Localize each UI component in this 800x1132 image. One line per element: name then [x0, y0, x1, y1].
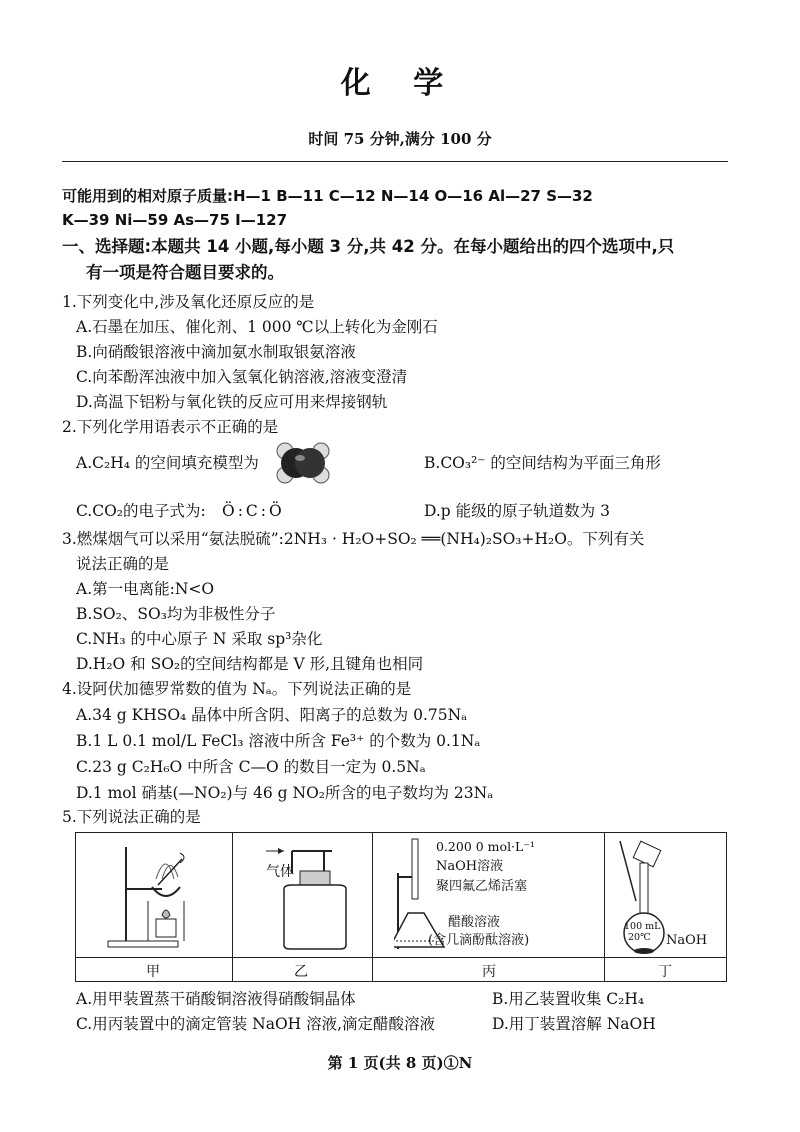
q5-option-a: A.用甲装置蒸干硝酸铜溶液得硝酸铜晶体	[76, 990, 356, 1008]
q4-option-b: B.1 L 0.1 mol/L FeCl₃ 溶液中所含 Fe³⁺ 的个数为 0.1Nₐ	[76, 732, 481, 750]
ding-temperature-label: 20℃	[628, 932, 651, 943]
q1-option-a: A.石墨在加压、催化剂、1 000 ℃以上转化为金刚石	[76, 318, 438, 336]
atomic-masses-line2: K—39 Ni—59 As—75 I—127	[62, 211, 288, 229]
q5-option-d: D.用丁装置溶解 NaOH	[492, 1015, 656, 1033]
q2-option-b: B.CO₃²⁻ 的空间结构为平面三角形	[424, 454, 661, 472]
bing-concentration-label: 0.200 0 mol·L⁻¹	[436, 839, 535, 854]
q2-stem: 2.下列化学用语表示不正确的是	[62, 418, 279, 436]
section-heading-line2: 有一项是符合题目要求的。	[86, 263, 284, 282]
q3-option-b: B.SO₂、SO₃均为非极性分子	[76, 605, 276, 623]
yi-gas-label: 气体	[266, 864, 294, 880]
ding-naoh-label: NaOH	[666, 933, 708, 948]
bing-acetic-acid-label: 醋酸溶液	[448, 915, 501, 930]
q2-option-d: D.p 能级的原子轨道数为 3	[424, 502, 610, 520]
q3-stem-line2: 说法正确的是	[76, 555, 170, 573]
bing-phenolphthalein-label: (含几滴酚酞溶液)	[428, 933, 530, 948]
q1-option-c: C.向苯酚浑浊液中加入氢氧化钠溶液,溶液变澄清	[76, 368, 408, 386]
q3-option-c: C.NH₃ 的中心原子 N 采取 sp³杂化	[76, 630, 323, 648]
page-title: 化 学	[340, 66, 460, 101]
q5-option-b: B.用乙装置收集 C₂H₄	[492, 990, 645, 1008]
page-footer: 第 1 页(共 8 页)①N	[327, 1054, 473, 1072]
label-yi: 乙	[294, 964, 308, 980]
q2-option-c: C.CO₂的电子式为:	[76, 502, 206, 520]
apparatus-label-divider	[76, 957, 726, 958]
evaporation-apparatus-image	[96, 839, 216, 953]
q3-option-d: D.H₂O 和 SO₂的空间结构都是 V 形,且键角也相同	[76, 655, 424, 673]
section-heading-line1: 一、选择题:本题共 14 小题,每小题 3 分,共 42 分。在每小题给出的四个选项中,只	[62, 237, 675, 256]
q4-stem: 4.设阿伏加德罗常数的值为 Nₐ。下列说法正确的是	[62, 680, 412, 698]
q3-stem-line1: 3.燃煤烟气可以采用“氨法脱硫”:2NH₃ · H₂O+SO₂ ══(NH₄)₂SO₃+H₂O。下列有关	[62, 530, 645, 548]
q2-option-a: A.C₂H₄ 的空间填充模型为	[76, 454, 259, 472]
q4-option-d: D.1 mol 硝基(—NO₂)与 46 g NO₂所含的电子数均为 23Nₐ	[76, 784, 494, 802]
exam-info: 时间 75 分钟,满分 100 分	[308, 130, 492, 148]
q5-option-c: C.用丙装置中的滴定管装 NaOH 溶液,滴定醋酸溶液	[76, 1015, 436, 1033]
label-jia: 甲	[146, 964, 160, 980]
label-ding: 丁	[658, 964, 672, 980]
label-bing: 丙	[482, 964, 496, 980]
q5-stem: 5.下列说法正确的是	[62, 808, 201, 826]
header-divider	[62, 161, 728, 162]
bing-stopcock-label: 聚四氟乙烯活塞	[436, 879, 528, 894]
atomic-masses-line1: 可能用到的相对原子质量:H—1 B—11 C—12 N—14 O—16 Al—27 S—32	[62, 187, 593, 205]
gas-collection-bottle-image	[262, 845, 352, 953]
bing-naoh-label: NaOH溶液	[436, 859, 504, 874]
apparatus-figure-table	[75, 832, 727, 982]
q3-option-a: A.第一电离能:N<O	[76, 580, 215, 598]
q1-stem: 1.下列变化中,涉及氧化还原反应的是	[62, 293, 315, 311]
co2-electron-formula: Ö:C:Ö	[222, 502, 285, 520]
q4-option-a: A.34 g KHSO₄ 晶体中所含阴、阳离子的总数为 0.75Nₐ	[76, 706, 468, 724]
q1-option-b: B.向硝酸银溶液中滴加氨水制取银氨溶液	[76, 343, 356, 361]
q4-option-c: C.23 g C₂H₆O 中所含 C—O 的数目一定为 0.5Nₐ	[76, 758, 426, 776]
q1-option-d: D.高温下铝粉与氧化铁的反应可用来焊接钢轨	[76, 393, 388, 411]
ethylene-space-filling-model-image	[272, 438, 334, 488]
ding-volume-label: 100 mL	[624, 921, 661, 932]
